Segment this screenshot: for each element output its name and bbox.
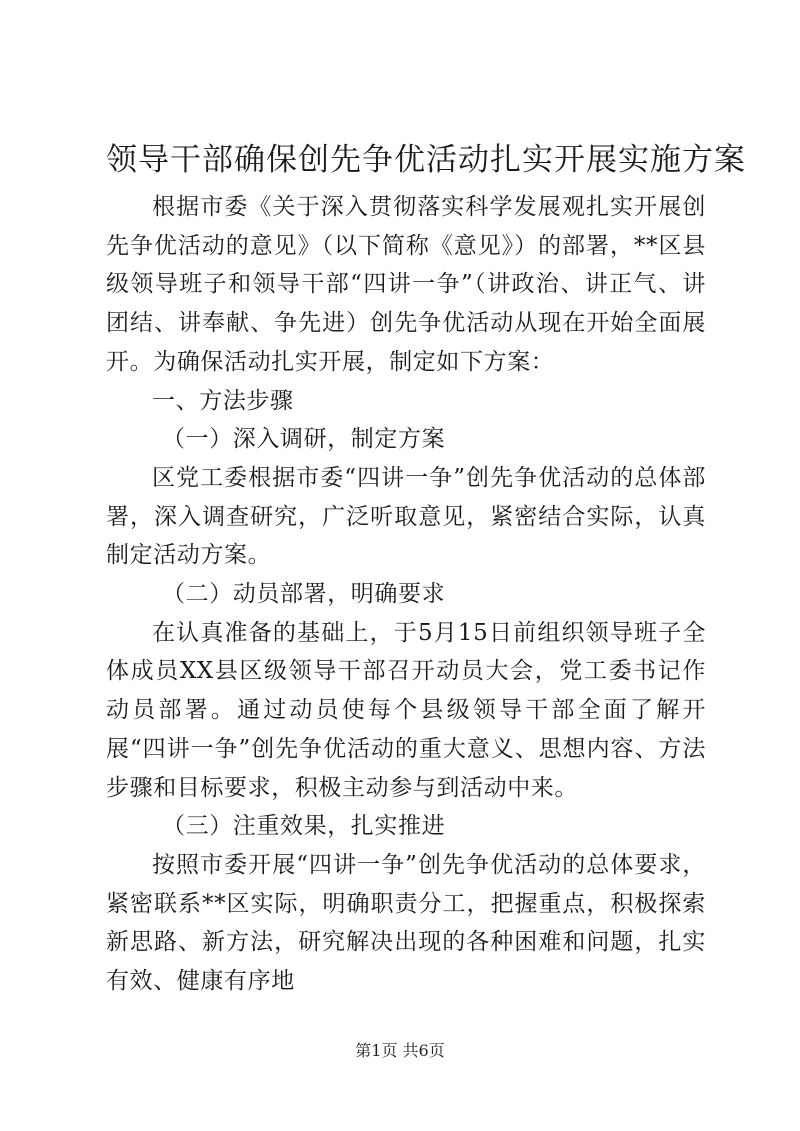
subsection-text-mobilize: 在认真准备的基础上，于5月15日前组织领导班子全体成员XX县区级领导干部召开动员大会，党工委书记作动员部署。通过动员使每个县级领导干部全面了解开展“四讲一争”创先争优活动的重大意义、思想内容、方法步骤和目标要求，积极主动参与到活动中来。: [106, 619, 706, 801]
subsection-text-research: 区党工委根据市委“四讲一争”创先争优活动的总体部署，深入调查研究，广泛听取意见，紧密结合实际，认真制定活动方案。: [106, 464, 706, 569]
page-number-footer: 第1页 共6页: [355, 1041, 445, 1060]
document-title: 领导干部确保创先争优活动扎实开展实施方案: [106, 142, 746, 178]
subsection-heading-effect: （三）注重效果，扎实推进: [162, 813, 446, 840]
subsection-heading-research: （一）深入调研，制定方案: [162, 426, 446, 453]
section-heading-methods: 一、方法步骤: [152, 387, 294, 414]
subsection-text-effect: 按照市委开展“四讲一争”创先争优活动的总体要求，紧密联系**区实际，明确职责分工，把握重点，积极探索新思路、新方法，研究解决出现的各种困难和问题，扎实有效、健康有序地: [106, 851, 706, 995]
subsection-heading-mobilize: （二）动员部署，明确要求: [162, 581, 446, 608]
document-body: [106, 188, 706, 1001]
intro-paragraph: 根据市委《关于深入贯彻落实科学发展观扎实开展创先争优活动的意见》（以下简称《意见》）的部署，**区县级领导班子和领导干部“四讲一争”（讲政治、讲正气、讲团结、讲奉献、争先进）创先争优活动从现在开始全面展开。为确保活动扎实开展，制定如下方案：: [106, 194, 706, 375]
